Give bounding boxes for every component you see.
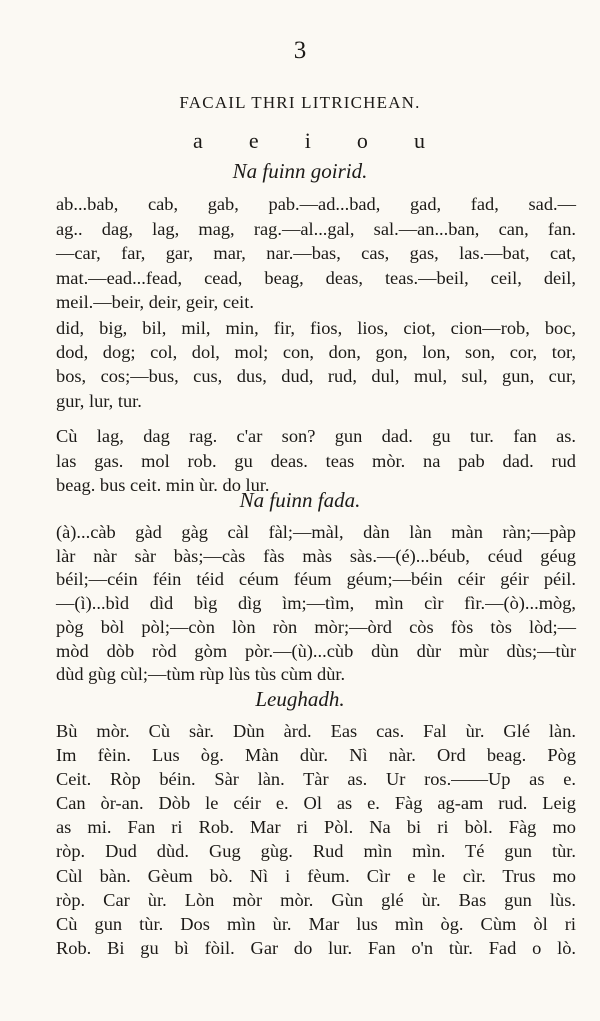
text-line: as mi. Fan ri Rob. Mar ri Pòl. Na bi ri bòl. Fàg mo xyxy=(56,817,576,838)
text-line: dod, dog; col, dol, mol; con, don, gon, lon, son, cor, tor, xyxy=(56,342,576,363)
text-line: ròp. Dud dùd. Gug gùg. Rud mìn mìn. Té gun tùr. xyxy=(56,841,576,862)
vowel: a xyxy=(193,128,203,153)
vowel: u xyxy=(413,128,425,153)
vowel: e xyxy=(248,128,259,153)
text-line: dùd gùg cùl;—tùm rùp lùs tùs cùm dùr. xyxy=(56,664,346,685)
text-line: ab...bab, cab, gab, pab.—ad...bad, gad, fad, sad.— xyxy=(56,194,576,214)
text-line: —car, far, gar, mar, nar.—bas, cas, gas, las.—bat, cat, xyxy=(56,243,576,264)
text-line: meil.—beir, deir, geir, ceit. xyxy=(56,292,254,313)
section-heading-short-sounds: Na fuinn goirid. xyxy=(232,159,368,183)
text-line: Cù gun tùr. Dos mìn ùr. Mar lus mìn òg. Cùm òl ri xyxy=(56,913,576,934)
text-line: Ceit. Ròp béin. Sàr làn. Tàr as. Ur ros.——Up as e. xyxy=(56,769,576,790)
text-line: las gas. mol rob. gu deas. teas mòr. na pab dad. rud xyxy=(56,450,576,471)
text-line: bos, cos;—bus, cus, dus, dud, rud, dul, mul, sul, gun, cur, xyxy=(56,366,576,387)
section-heading-long-sounds: Na fuinn fada. xyxy=(239,488,361,512)
text-line: beag. bus ceit. min ùr. do lur. xyxy=(56,475,270,495)
text-line: pòg bòl pòl;—còn lòn ròn mòr;—òrd còs fòs tòs lòd;— xyxy=(56,616,576,637)
vowel: i xyxy=(304,128,311,153)
vowel-row xyxy=(193,128,425,154)
vowel: o xyxy=(356,128,368,153)
text-line: Bù mòr. Cù sàr. Dùn àrd. Eas cas. Fal ùr. Glé làn. xyxy=(56,721,576,741)
section-heading-reading: Leughadh. xyxy=(255,687,345,711)
text-line: Rob. Bi gu bì fòil. Gar do lur. Fan o'n tùr. Fad o lò. xyxy=(56,937,576,958)
paragraph xyxy=(56,521,576,687)
paragraph xyxy=(56,719,576,960)
text-line: làr nàr sàr bàs;—càs fàs màs sàs.—(é)...béub, céud géug xyxy=(56,545,576,566)
text-line: ag.. dag, lag, mag, rag.—al...gal, sal.—an...ban, can, fan. xyxy=(56,218,576,239)
text-line: mat.—ead...fead, cead, beag, deas, teas.—beil, ceil, deil, xyxy=(56,267,576,288)
paragraph xyxy=(56,192,576,315)
text-line: Can òr-an. Dòb le céir e. Ol as e. Fàg ag-am rud. Leig xyxy=(56,793,576,814)
text-line: Cùl bàn. Gèum bò. Nì i fèum. Cìr e le cìr. Trus mo xyxy=(56,865,576,886)
text-line: Cù lag, dag rag. c'ar son? gun dad. gu tur. fan as. xyxy=(56,426,576,446)
page-number: 3 xyxy=(293,37,307,64)
page-title: FACAIL THRI LITRICHEAN. xyxy=(179,93,421,112)
text-line: —(ì)...bìd dìd bìg dìg ìm;—tìm, mìn cìr fìr.—(ò)...mòg, xyxy=(56,593,576,614)
text-line: béil;—céin féin téid céum féum géum;—béin céir géir péil. xyxy=(56,569,576,590)
text-line: ròp. Car ùr. Lòn mòr mòr. Gùn glé ùr. Bas gun lùs. xyxy=(56,889,576,910)
text-line: mòd dòb ròd gòm pòr.—(ù)...cùb dùn dùr mùr dùs;—tùr xyxy=(56,640,576,661)
text-line: Im fèin. Lus òg. Màn dùr. Nì nàr. Ord beag. Pòg xyxy=(56,745,576,766)
text-line: (à)...càb gàd gàg càl fàl;—màl, dàn làn màn ràn;—pàp xyxy=(56,522,576,542)
text-line: did, big, bil, mil, min, fir, fios, lios, ciot, cion—rob, boc, xyxy=(56,318,576,338)
paragraph xyxy=(56,316,576,413)
text-line: gur, lur, tur. xyxy=(56,390,142,411)
